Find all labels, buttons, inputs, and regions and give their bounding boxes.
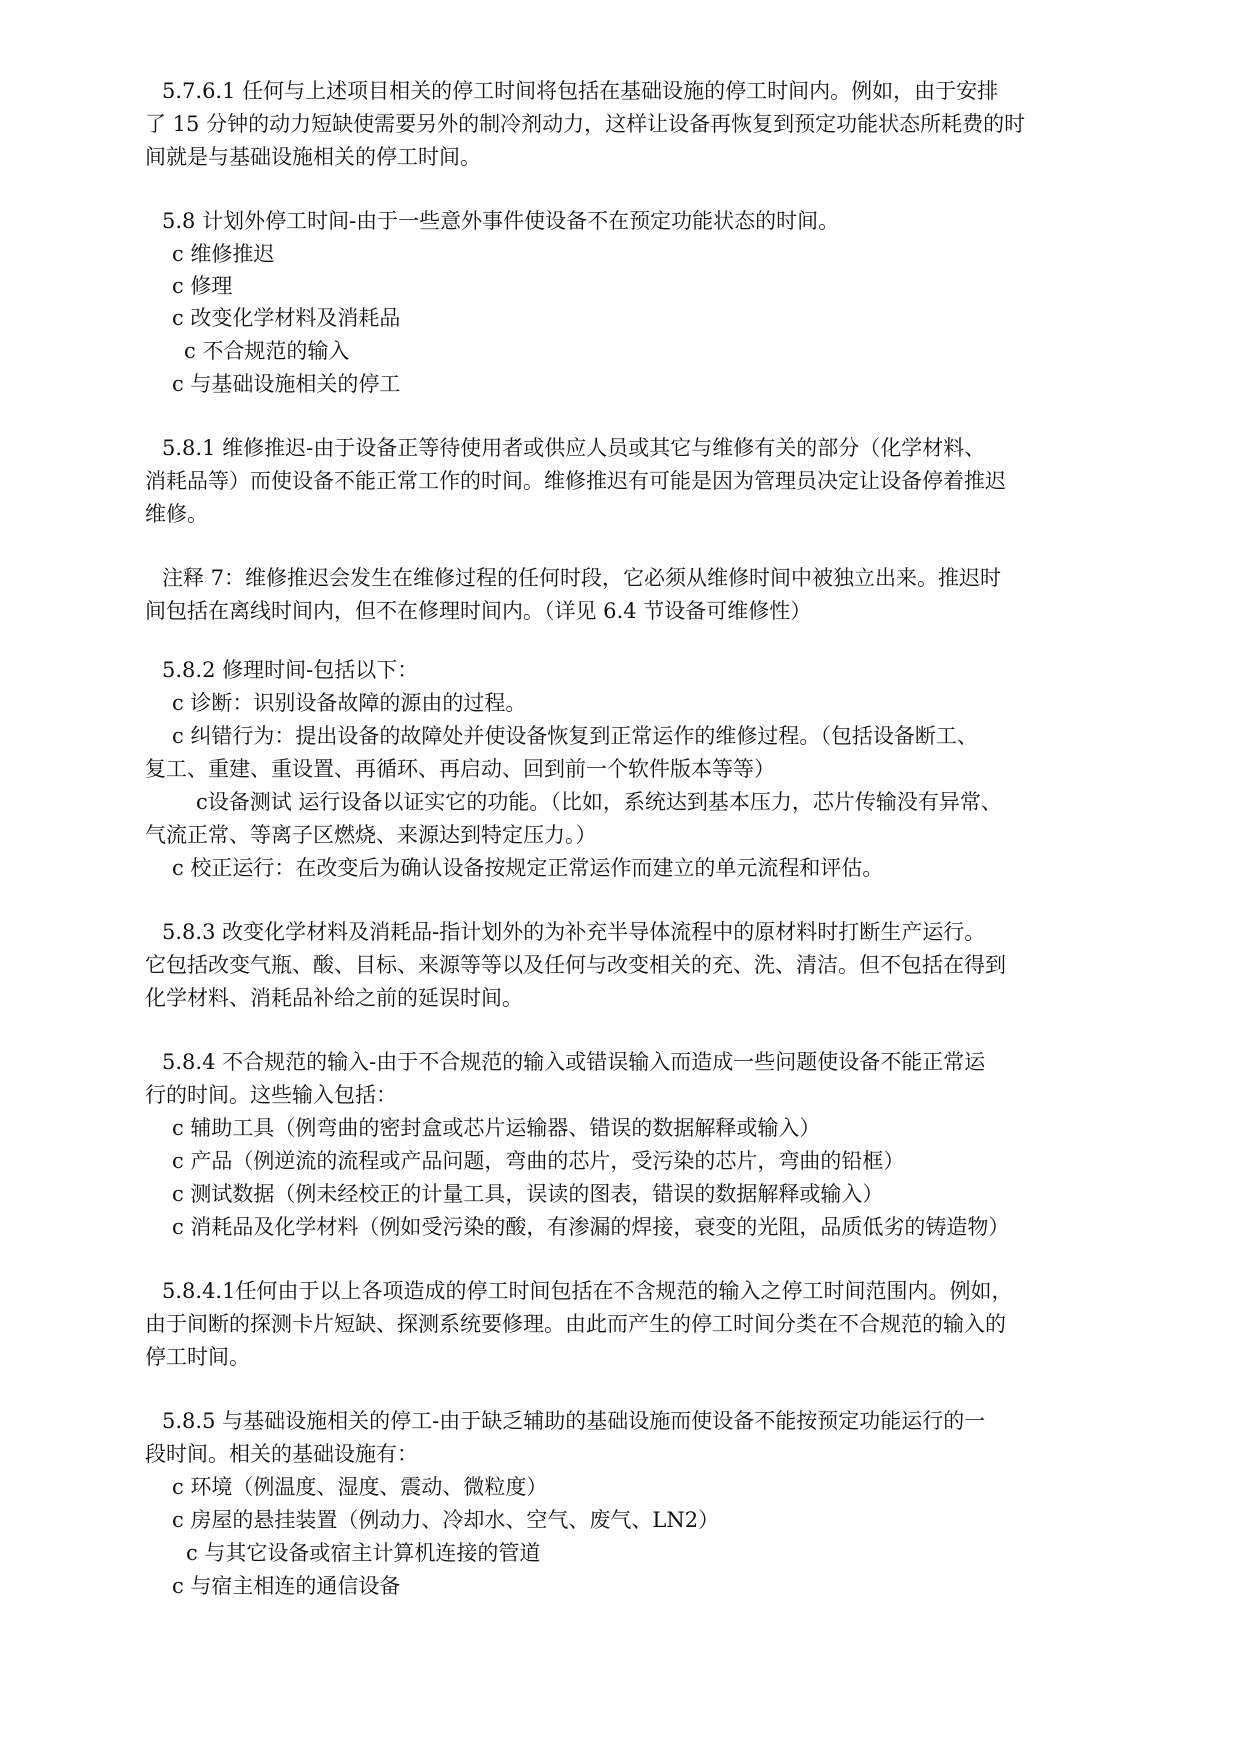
paragraph-5-8-1-line-2: 消耗品等）而使设备不能正常工作的时间。维修推迟有可能是因为管理员决定让设备停着推迟 (145, 469, 1006, 493)
list-item-5-8-2-corrective-line-2: 复工、重建、重设置、再循环、再启动、回到前一个软件版本等等） (145, 757, 775, 781)
list-item-5-8-2-testing-line-2: 气流正常、等离子区燃烧、来源达到特定压力。） (145, 823, 597, 847)
paragraph-5-8-5-line-1: 5.8.5 与基础设施相关的停工-由于缺乏辅助的基础设施而使设备不能按预定功能运行的一 (162, 1409, 986, 1433)
paragraph-5-8-4-line-2: 行的时间。这些输入包括： (145, 1083, 397, 1107)
list-item-5-8-2: c 修理 (172, 274, 233, 298)
note-7-line-1: 注释 7：维修推迟会发生在维修过程的任何时段，它必须从维修时间中被独立出来。推迟时 (162, 566, 1002, 590)
list-item-5-8-4-auxiliary-tools: c 辅助工具（例弯曲的密封盒或芯片运输器、错误的数据解释或输入） (172, 1116, 821, 1140)
list-item-5-8-2-corrective-line-1: c 纠错行为：提出设备的故障处并使设备恢复到正常运作的维修过程。（包括设备断工、 (172, 724, 978, 748)
paragraph-5-8-3-line-2: 它包括改变气瓶、酸、目标、来源等等以及任何与改变相关的充、洗、清洁。但不包括在得到 (145, 953, 1006, 977)
paragraph-5-8-5-line-2: 段时间。相关的基础设施有： (145, 1442, 418, 1466)
paragraph-5-8-3-line-1: 5.8.3 改变化学材料及消耗品-指计划外的为补充半导体流程中的原材料时打断生产运行。 (162, 920, 986, 944)
paragraph-5-8-1-line-3: 维修。 (145, 502, 208, 526)
list-item-5-8-5-communication: c 与宿主相连的通信设备 (172, 1574, 401, 1598)
list-item-5-8-4-test-data: c 测试数据（例未经校正的计量工具，误读的图表，错误的数据解释或输入） (172, 1182, 884, 1206)
list-item-5-8-3: c 改变化学材料及消耗品 (172, 306, 401, 330)
paragraph-5-7-6-1-line-3: 间就是与基础设施相关的停工时间。 (145, 145, 481, 169)
list-item-5-8-1: c 维修推迟 (172, 242, 275, 266)
paragraph-5-8-4-line-1: 5.8.4 不合规范的输入-由于不合规范的输入或错误输入而造成一些问题使设备不能正常运 (162, 1050, 986, 1074)
list-item-5-8-4-products: c 产品（例逆流的流程或产品问题，弯曲的芯片，受污染的芯片，弯曲的铅框） (172, 1149, 905, 1173)
list-item-5-8-5-pipes: c 与其它设备或宿主计算机连接的管道 (186, 1541, 541, 1565)
list-item-5-8-2-calibration: c 校正运行：在改变后为确认设备按规定正常运作而建立的单元流程和评估。 (172, 856, 884, 880)
paragraph-5-8-3-line-3: 化学材料、消耗品补给之前的延误时间。 (145, 986, 523, 1010)
paragraph-5-8-4-1-line-1: 5.8.4.1任何由于以上各项造成的停工时间包括在不含规范的输入之停工时间范围内。例如， (162, 1279, 1013, 1303)
paragraph-5-7-6-1-line-1: 5.7.6.1 任何与上述项目相关的停工时间将包括在基础设施的停工时间内。例如，由于安排 (162, 79, 999, 103)
list-item-5-8-5-environment: c 环境（例温度、湿度、震动、微粒度） (172, 1475, 548, 1499)
list-item-5-8-4-consumables: c 消耗品及化学材料（例如受污染的酸，有渗漏的焊接，衰变的光阻，品质低劣的铸造物） (172, 1215, 1010, 1239)
list-item-5-8-2-diagnosis: c 诊断：识别设备故障的源由的过程。 (172, 691, 527, 715)
list-item-5-8-5: c 与基础设施相关的停工 (172, 372, 401, 396)
paragraph-5-7-6-1-line-2: 了 15 分钟的动力短缺使需要另外的制冷剂动力，这样让设备再恢复到预定功能状态所耗费的时 (145, 112, 1026, 136)
paragraph-5-8-2-heading: 5.8.2 修理时间-包括以下： (162, 658, 419, 682)
list-item-5-8-2-testing-line-1: c设备测试 运行设备以证实它的功能。（比如，系统达到基本压力，芯片传输没有异常、 (196, 790, 1002, 814)
paragraph-5-8-4-1-line-3: 停工时间。 (145, 1345, 250, 1369)
paragraph-5-8-heading: 5.8 计划外停工时间-由于一些意外事件使设备不在预定功能状态的时间。 (162, 209, 840, 233)
paragraph-5-8-1-line-1: 5.8.1 维修推迟-由于设备正等待使用者或供应人员或其它与维修有关的部分（化学材料、 (162, 436, 986, 460)
note-7-line-2: 间包括在离线时间内，但不在修理时间内。（详见 6.4 节设备可维修性） (145, 599, 812, 623)
list-item-5-8-4: c 不合规范的输入 (184, 339, 350, 363)
list-item-5-8-5-facilities: c 房屋的悬挂装置（例动力、冷却水、空气、废气、LN2） (172, 1508, 720, 1532)
paragraph-5-8-4-1-line-2: 由于间断的探测卡片短缺、探测系统要修理。由此而产生的停工时间分类在不合规范的输入的 (145, 1312, 1006, 1336)
